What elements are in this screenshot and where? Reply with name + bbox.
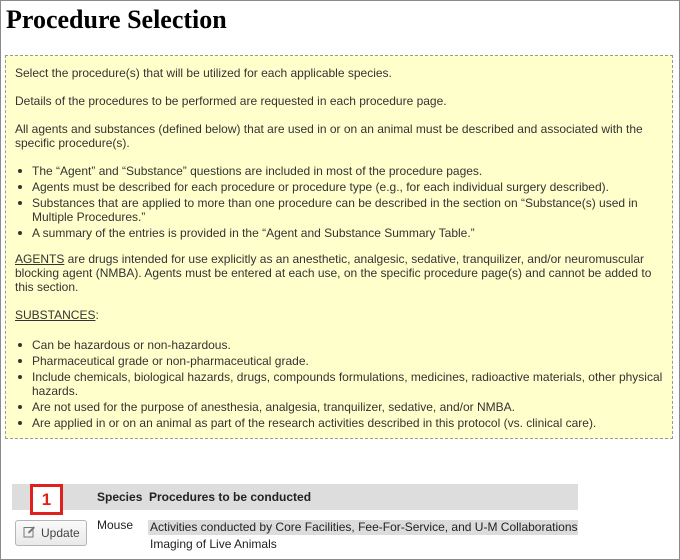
procedure-item: Activities conducted by Core Facilities, Fee-For-Service, and U-M Collaborations (150, 520, 578, 534)
list-item: Pharmaceutical grade or non-pharmaceutical grade. (15, 354, 665, 368)
substances-list (15, 338, 665, 432)
agents-definition (15, 252, 663, 294)
list-item: Include chemicals, biological hazards, drugs, compounds formulations, medicines, radioactive materials, other physical hazards. (15, 370, 665, 398)
list-item: Are applied in or on an animal as part of the research activities described in this protocol (vs. clinical care). (15, 416, 665, 430)
agent-substance-list (15, 164, 665, 242)
substances-colon: : (95, 308, 99, 322)
edit-icon (23, 525, 36, 541)
list-item: A summary of the entries is provided in the “Agent and Substance Summary Table.” (15, 226, 665, 240)
step-callout: 1 (30, 484, 63, 515)
list-item: Agents must be described for each procedure or procedure type (e.g., for each individual surgery described). (15, 180, 665, 194)
table-header (12, 484, 578, 510)
update-button[interactable] (15, 520, 87, 546)
page-title: Procedure Selection (6, 5, 227, 34)
column-header-species: Species (97, 490, 143, 504)
list-item: Can be hazardous or non-hazardous. (15, 338, 665, 352)
substances-term: SUBSTANCES (15, 308, 96, 322)
agents-substances-text: All agents and substances (defined below) that are used in or on an animal must be described and associated with the specific procedure(s). (15, 122, 643, 150)
species-cell: Mouse (97, 518, 134, 532)
procedure-item: Imaging of Live Animals (150, 537, 277, 551)
agents-definition-text: are drugs intended for use explicitly as an anesthetic, analgesic, sedative, tranquilizer, and/or neuromuscular blocking agent (NMBA). Agents must be entered at each use, on the specific procedure page(s) and cannot be added to this section. (15, 252, 652, 294)
list-item: Are not used for the purpose of anesthesia, analgesia, tranquilizer, sedative, and/or NMBA. (15, 400, 665, 414)
intro-text: Select the procedure(s) that will be utilized for each applicable species. (15, 66, 392, 80)
substances-heading (15, 308, 663, 322)
agents-term: AGENTS (15, 252, 65, 266)
column-header-procedures: Procedures to be conducted (149, 490, 312, 504)
details-text: Details of the procedures to be performed are requested in each procedure page. (15, 94, 447, 108)
update-button-label: Update (41, 526, 80, 540)
instructions-box (5, 55, 673, 439)
list-item: The “Agent” and “Substance” questions are included in most of the procedure pages. (15, 164, 665, 178)
list-item: Substances that are applied to more than one procedure can be described in the section on “Substance(s) used in Multiple Procedures.” (15, 196, 665, 224)
